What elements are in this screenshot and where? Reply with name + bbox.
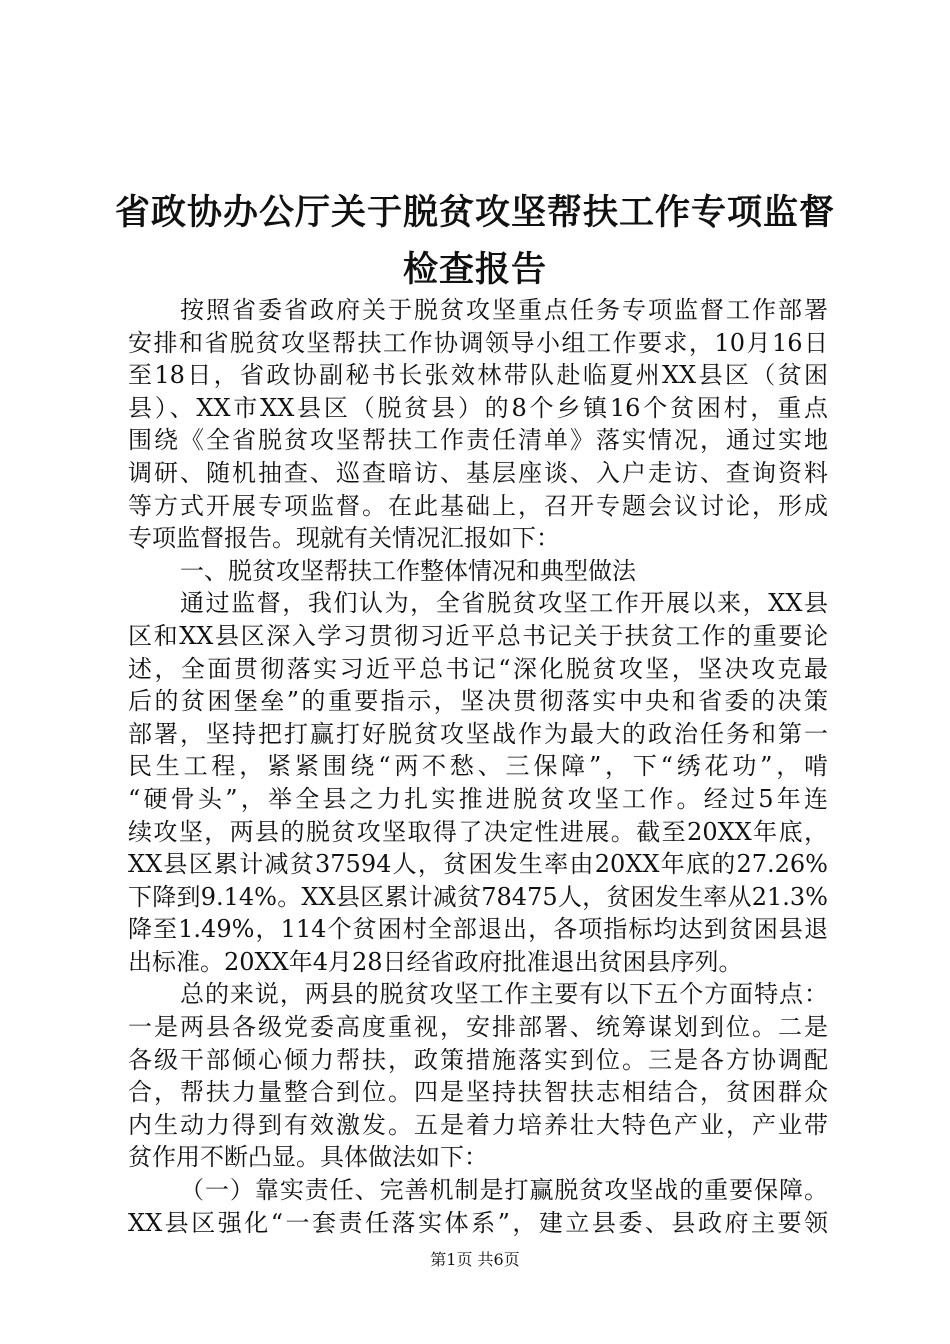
paragraph-line: 内生动力得到有效激发。五是着力培养壮大特色产业，产业带	[128, 1110, 828, 1139]
paragraph-line: 一是两县各级党委高度重视，安排部署、统筹谋划到位。二是	[128, 1013, 828, 1042]
paragraph-line: 部署，坚持把打赢打好脱贫攻坚战作为最大的政治任务和第一	[128, 719, 828, 748]
paragraph-line: XX县区强化“一套责任落实体系”，建立县委、县政府主要领	[128, 1208, 828, 1237]
page-number-footer: 第1页 共6页	[430, 1250, 520, 1269]
paragraph-line: 等方式开展专项监督。在此基础上，召开专题会议讨论，形成	[128, 491, 828, 520]
subsection-heading: （一）靠实责任、完善机制是打赢脱贫攻坚战的重要保障。	[180, 1176, 828, 1205]
paragraph-line: 贫作用不断凸显。具体做法如下：	[128, 1143, 488, 1172]
paragraph-line: 专项监督报告。现就有关情况汇报如下：	[128, 524, 560, 553]
document-body	[128, 294, 828, 1239]
paragraph-line: 下降到9.14%。XX县区累计减贫78475人，贫困发生率从21.3%	[128, 882, 828, 911]
paragraph-line: 出标准。20XX年4月28日经省政府批准退出贫困县序列。	[128, 947, 743, 976]
paragraph-line: 区和XX县区深入学习贯彻习近平总书记关于扶贫工作的重要论	[128, 621, 828, 650]
paragraph-line: 述，全面贯彻落实习近平总书记“深化脱贫攻坚，坚决攻克最	[128, 654, 828, 683]
section-heading: 一、脱贫攻坚帮扶工作整体情况和典型做法	[180, 556, 636, 585]
paragraph-line: 安排和省脱贫攻坚帮扶工作协调领导小组工作要求，10月16日	[128, 328, 828, 357]
paragraph-line: XX县区累计减贫37594人，贫困发生率由20XX年底的27.26%	[128, 850, 828, 879]
paragraph-line: 各级干部倾心倾力帮扶，政策措施落实到位。三是各方协调配	[128, 1045, 828, 1074]
document-title-line-1: 省政协办公厅关于脱贫攻坚帮扶工作专项监督	[114, 192, 835, 233]
paragraph-line: 县）、XX市XX县区（脱贫县）的8个乡镇16个贫困村，重点	[128, 393, 828, 422]
paragraph-line: 续攻坚，两县的脱贫攻坚取得了决定性进展。截至20XX年底，	[128, 817, 828, 846]
paragraph-line: 降至1.49%，114个贫困村全部退出，各项指标均达到贫困县退	[128, 915, 828, 944]
paragraph-line: 民生工程，紧紧围绕“两不愁、三保障”，下“绣花功”，啃	[128, 752, 828, 781]
paragraph-line: 总的来说，两县的脱贫攻坚工作主要有以下五个方面特点：	[180, 980, 828, 1009]
paragraph-line: “硬骨头”，举全县之力扎实推进脱贫攻坚工作。经过5年连	[128, 784, 828, 813]
paragraph-line: 合，帮扶力量整合到位。四是坚持扶智扶志相结合，贫困群众	[128, 1078, 828, 1107]
paragraph-line: 通过监督，我们认为，全省脱贫攻坚工作开展以来，XX县	[180, 589, 828, 618]
paragraph-line: 调研、随机抽查、巡查暗访、基层座谈、入户走访、查询资料	[128, 458, 828, 487]
paragraph-line: 后的贫困堡垒”的重要指示，坚决贯彻落实中央和省委的决策	[128, 687, 828, 716]
paragraph-line: 至18日，省政协副秘书长张效林带队赴临夏州XX县区（贫困	[128, 361, 828, 390]
paragraph-line: 按照省委省政府关于脱贫攻坚重点任务专项监督工作部署	[180, 296, 828, 324]
document-title-line-2: 检查报告	[402, 249, 547, 290]
paragraph-line: 围绕《全省脱贫攻坚帮扶工作责任清单》落实情况，通过实地	[128, 426, 828, 455]
